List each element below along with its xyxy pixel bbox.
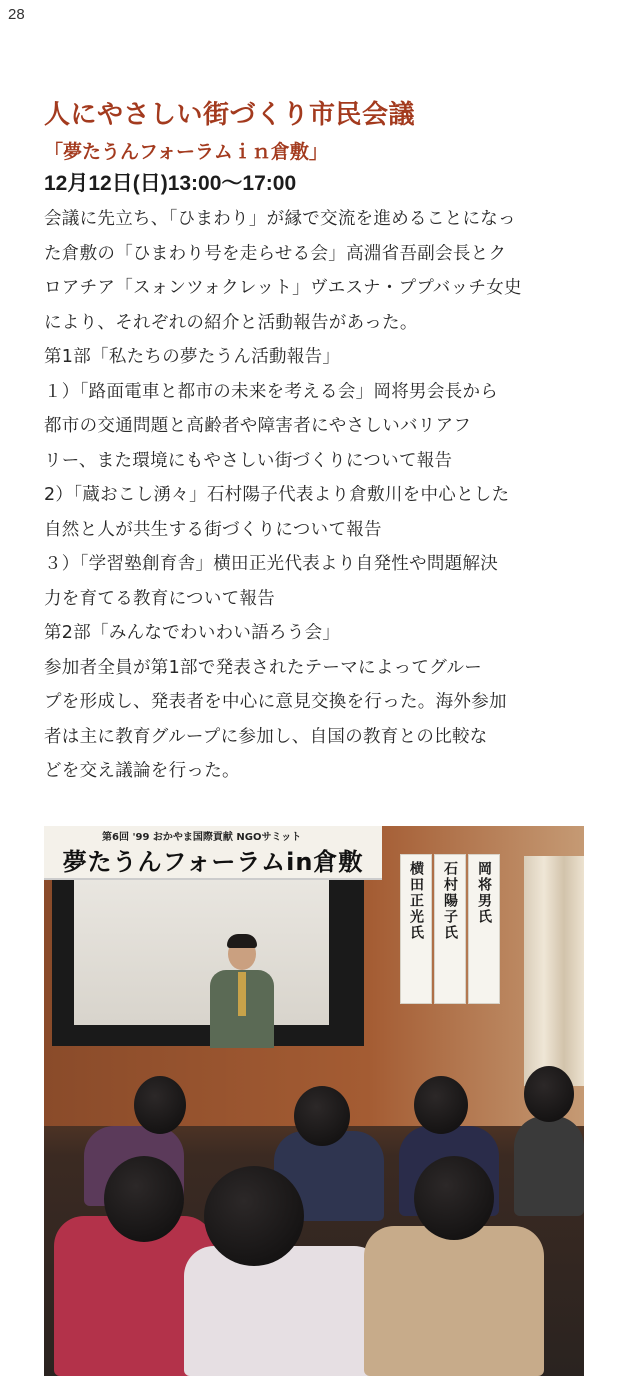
body-line: 参加者全員が第1部で発表されたテーマによってグルー — [44, 657, 483, 678]
photo-curtain — [524, 856, 584, 1086]
body-line: により、それぞれの紹介と活動報告があった。 — [44, 312, 418, 333]
body-line: 第2部「みんなでわいわい語ろう会」 — [44, 623, 341, 643]
forum-photo — [44, 826, 584, 1376]
body-line: １）「路面電車と都市の未来を考える会」岡将男会長から — [44, 381, 499, 402]
banner-subtitle: 第6回 '99 おかやま国際貢献 NGOサミット — [102, 832, 302, 843]
body-line: 力を育てる教育について報告 — [44, 588, 276, 609]
name-card-oka — [468, 854, 500, 1004]
body-line: どを交え議論を行った。 — [44, 761, 240, 781]
event-banner — [44, 826, 382, 880]
body-line: 第1部「私たちの夢たうん活動報告」 — [44, 347, 341, 367]
body-line: 2）「蔵おこし湧々」石村陽子代表より倉敷川を中心とした — [44, 485, 510, 505]
name-card-text: 岡将男氏 — [476, 861, 492, 925]
name-card-yokota — [400, 854, 432, 1004]
audience — [44, 1076, 584, 1376]
event-datetime: 12月12日(日)13:00～17:00 — [44, 172, 297, 195]
article-body — [44, 202, 589, 789]
body-line: 都市の交通問題と高齢者や障害者にやさしいバリアフ — [44, 416, 472, 436]
name-card-text: 石村陽子氏 — [442, 861, 458, 941]
article — [44, 98, 589, 789]
speaker-figure — [204, 938, 278, 1048]
body-line: た倉敷の「ひまわり号を走らせる会」高淵省吾副会長とク — [44, 243, 507, 264]
article-title: 人にやさしい街づくり市民会議 — [44, 100, 416, 130]
body-line: 自然と人が共生する街づくりについて報告 — [44, 519, 382, 540]
body-line: プを形成し、発表者を中心に意見交換を行った。海外参加 — [44, 692, 507, 712]
name-card-text: 横田正光氏 — [408, 861, 424, 941]
body-line: ３）「学習塾創育舎」横田正光代表より自発性や問題解決 — [44, 554, 499, 574]
banner-title: 夢たうんフォーラムin倉敷 — [62, 848, 364, 876]
body-line: ロアチア「スォンツォクレット」ヴエスナ・ププバッチ女史 — [44, 278, 522, 298]
article-subtitle: 「夢たうんフォーラムｉｎ倉敷」 — [44, 141, 328, 163]
name-card-ishimura — [434, 854, 466, 1004]
projection-screen — [74, 880, 329, 1025]
body-line: 会議に先立ち、「ひまわり」が縁で交流を進めることになっ — [44, 209, 516, 229]
page-number: 28 — [8, 6, 25, 23]
body-line: リー、また環境にもやさしい街づくりについて報告 — [44, 450, 453, 471]
body-line: 者は主に教育グループに参加し、自国の教育との比較な — [44, 726, 488, 747]
